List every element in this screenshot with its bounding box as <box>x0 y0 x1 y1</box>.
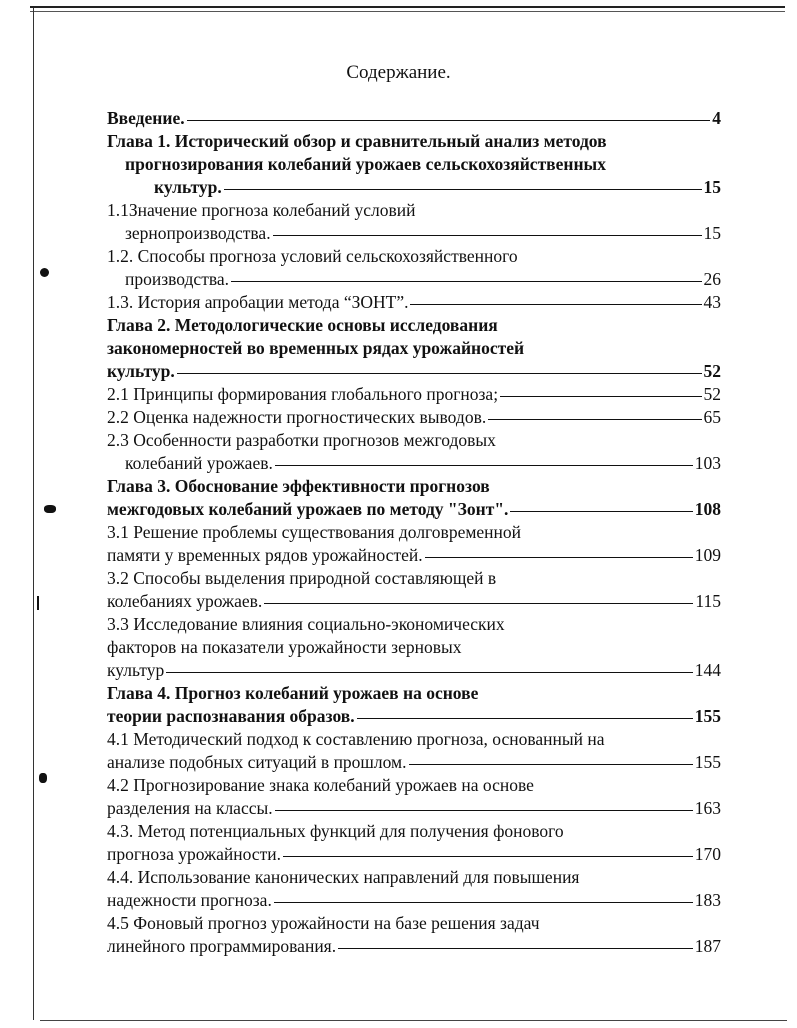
page-number: 15 <box>703 223 721 243</box>
toc-line-text: 2.2 Оценка надежности прогностических выводов. <box>107 407 487 427</box>
toc-line: 3.2 Способы выделения природной составляющей в <box>107 568 497 588</box>
toc-line <box>107 498 721 521</box>
toc-line <box>107 659 721 682</box>
toc-section <box>107 199 721 245</box>
page-number: 65 <box>703 407 721 427</box>
toc-line: 4.4. Использование канонических направлений для повышения <box>107 867 580 887</box>
toc-section <box>107 245 721 291</box>
toc-line: 4.2 Прогнозирование знака колебаний урожаев на основе <box>107 775 534 795</box>
scan-edge-left <box>33 8 34 1020</box>
leader-line <box>187 120 711 121</box>
leader-line <box>425 557 693 558</box>
page-number: 155 <box>694 752 721 772</box>
toc-line: 3.3 Исследование влияния социально-экономических <box>107 614 505 634</box>
toc-section <box>107 912 721 958</box>
page-number: 144 <box>694 660 721 680</box>
leader-line <box>275 810 693 811</box>
leader-line <box>338 948 693 949</box>
scan-edge-top <box>30 6 785 8</box>
leader-line <box>500 396 701 397</box>
page-number: 15 <box>703 177 721 197</box>
leader-line <box>410 304 701 305</box>
toc-line <box>107 705 721 728</box>
toc-line <box>107 176 721 199</box>
toc-line <box>107 797 721 820</box>
scan-edge-bottom <box>40 1020 787 1021</box>
page-number: 155 <box>694 706 721 726</box>
toc-line <box>107 452 721 475</box>
toc-line: Глава 4. Прогноз колебаний урожаев на основе <box>107 683 479 703</box>
toc-line-text: надежности прогноза. <box>107 890 272 910</box>
toc-line <box>107 291 721 314</box>
leader-line <box>231 281 701 282</box>
toc-line-text: межгодовых колебаний урожаев по методу "Зонт". <box>107 499 509 519</box>
toc-line <box>107 406 721 429</box>
toc-line-text: анализе подобных ситуаций в прошлом. <box>107 752 407 772</box>
leader-line <box>409 764 693 765</box>
toc-line <box>107 107 721 130</box>
toc-line-text: производства. <box>125 269 230 289</box>
toc-section <box>107 820 721 866</box>
toc-line-text: теории распознавания образов. <box>107 706 355 726</box>
toc-line <box>107 889 721 912</box>
toc-line-text: прогноза урожайности. <box>107 844 281 864</box>
page-title: Содержание. <box>346 62 451 83</box>
page-number: 43 <box>703 292 721 312</box>
toc-section <box>107 291 721 314</box>
scan-edge-top-inner <box>30 11 785 12</box>
toc-line: 3.1 Решение проблемы существования долговременной <box>107 522 522 542</box>
page-number: 115 <box>695 591 721 611</box>
toc-line-text: культур <box>107 660 165 680</box>
scan-speck <box>39 773 47 783</box>
toc-line: 4.5 Фоновый прогноз урожайности на базе решения задач <box>107 913 540 933</box>
page-number: 187 <box>694 936 721 956</box>
toc-chapter <box>107 107 721 130</box>
toc-line-text: зернопроизводства. <box>125 223 271 243</box>
leader-line <box>510 511 692 512</box>
page-number: 26 <box>703 269 721 289</box>
toc-line: закономерностей во временных рядах урожайностей <box>107 338 525 358</box>
toc-section <box>107 613 721 682</box>
toc-section <box>107 406 721 429</box>
toc-line-text: Введение. <box>107 108 185 128</box>
toc-chapter <box>107 130 721 199</box>
toc-line: 1.1Значение прогноза колебаний условий <box>107 200 416 220</box>
scan-speck <box>44 505 56 513</box>
toc-line <box>107 383 721 406</box>
toc-line: 1.2. Способы прогноза условий сельскохозяйственного <box>107 246 518 266</box>
toc-line: 4.3. Метод потенциальных функций для получения фонового <box>107 821 564 841</box>
toc-section <box>107 774 721 820</box>
leader-line <box>275 465 693 466</box>
leader-line <box>264 603 693 604</box>
page-number: 108 <box>694 499 721 519</box>
toc-section <box>107 866 721 912</box>
toc-chapter <box>107 314 721 383</box>
leader-line <box>488 419 701 420</box>
page-number: 52 <box>703 361 721 381</box>
toc-line <box>107 222 721 245</box>
toc-line <box>107 544 721 567</box>
toc-line: 4.1 Методический подход к составлению прогноза, основанный на <box>107 729 605 749</box>
toc-line-text: разделения на классы. <box>107 798 273 818</box>
toc-line-text: колебаниях урожаев. <box>107 591 263 611</box>
scan-speck <box>37 596 39 610</box>
toc-section <box>107 728 721 774</box>
leader-line <box>166 672 693 673</box>
page-number: 52 <box>703 384 721 404</box>
toc-line: Глава 1. Исторический обзор и сравнительный анализ методов <box>107 131 607 151</box>
toc-line-text: 1.3. История апробации метода “ЗОНТ”. <box>107 292 409 312</box>
toc-section <box>107 429 721 475</box>
table-of-contents <box>107 107 721 958</box>
toc-line: 2.3 Особенности разработки прогнозов межгодовых <box>107 430 496 450</box>
leader-line <box>273 235 702 236</box>
toc-line-text: 2.1 Принципы формирования глобального прогноза; <box>107 384 499 404</box>
toc-line <box>107 360 721 383</box>
toc-line <box>107 843 721 866</box>
toc-chapter <box>107 682 721 728</box>
toc-line: факторов на показатели урожайности зерновых <box>107 637 462 657</box>
toc-line: прогнозирования колебаний урожаев сельскохозяйственных <box>125 154 606 174</box>
toc-line <box>107 590 721 613</box>
toc-line-text: культур. <box>107 361 175 381</box>
leader-line <box>177 373 702 374</box>
toc-line: Глава 3. Обоснование эффективности прогнозов <box>107 476 490 496</box>
toc-section <box>107 383 721 406</box>
page-number: 4 <box>712 108 721 128</box>
toc-line-text: памяти у временных рядов урожайностей. <box>107 545 423 565</box>
toc-chapter <box>107 475 721 521</box>
page-number: 103 <box>694 453 721 473</box>
toc-line-text: колебаний урожаев. <box>125 453 273 473</box>
toc-line: Глава 2. Методологические основы исследования <box>107 315 498 335</box>
toc-line <box>107 935 721 958</box>
leader-line <box>224 189 702 190</box>
leader-line <box>274 902 693 903</box>
scan-speck <box>40 268 49 277</box>
page-number: 170 <box>694 844 721 864</box>
page-number: 163 <box>694 798 721 818</box>
toc-section <box>107 567 721 613</box>
page-number: 183 <box>694 890 721 910</box>
toc-line <box>107 751 721 774</box>
leader-line <box>357 718 693 719</box>
toc-line-text: линейного программирования. <box>107 936 337 956</box>
leader-line <box>283 856 693 857</box>
toc-line-text: культур. <box>154 177 222 197</box>
toc-section <box>107 521 721 567</box>
page-number: 109 <box>694 545 721 565</box>
toc-line <box>107 268 721 291</box>
